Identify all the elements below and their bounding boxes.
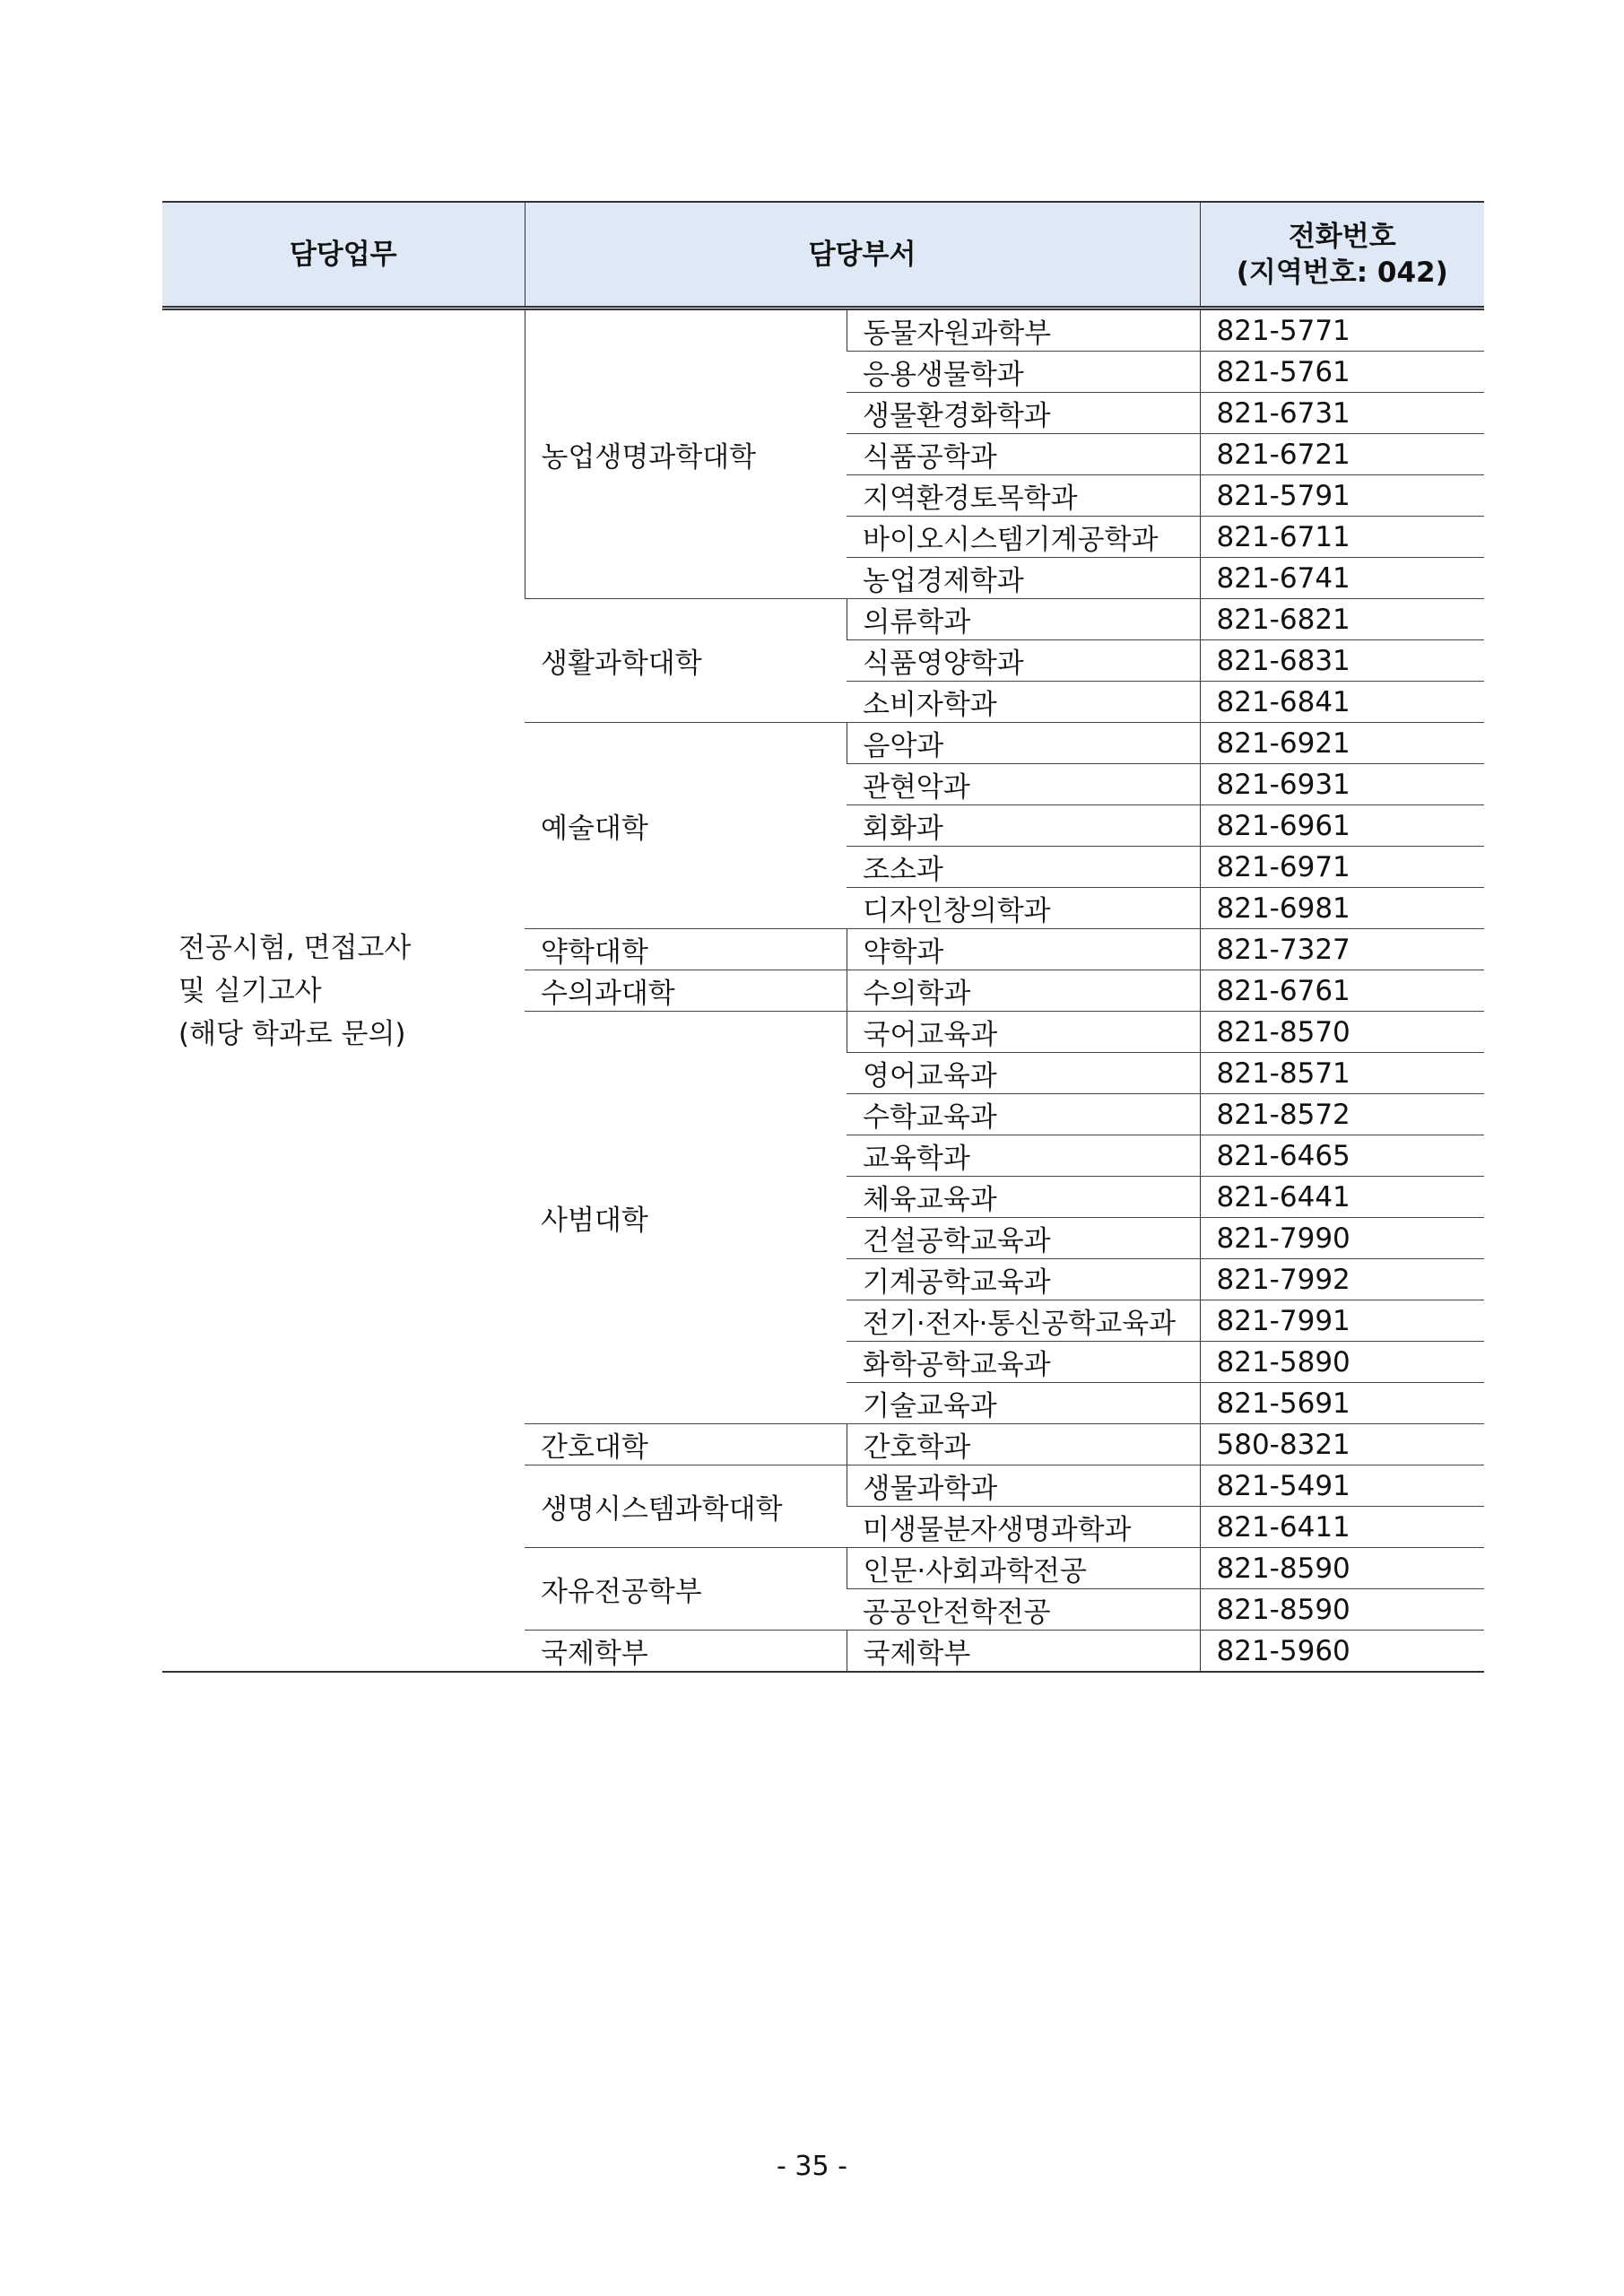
- header-phone: [1200, 202, 1484, 309]
- college-cell: 자유전공학부: [525, 1548, 847, 1631]
- phone-cell: 580-8321: [1200, 1424, 1484, 1465]
- dept-cell: 지역환경토목학과: [847, 475, 1200, 517]
- dept-cell: 조소과: [847, 847, 1200, 888]
- dept-cell: 화학공학교육과: [847, 1342, 1200, 1383]
- dept-cell: 회화과: [847, 805, 1200, 847]
- phone-cell: 821-8570: [1200, 1012, 1484, 1053]
- college-cell: 약학대학: [525, 929, 847, 970]
- phone-cell: 821-5960: [1200, 1631, 1484, 1673]
- phone-cell: 821-6741: [1200, 558, 1484, 599]
- dept-cell: 식품영양학과: [847, 640, 1200, 682]
- phone-cell: 821-6821: [1200, 599, 1484, 640]
- dept-cell: 생물환경화학과: [847, 393, 1200, 434]
- task-cell: [162, 309, 525, 1673]
- dept-cell: 수학교육과: [847, 1094, 1200, 1135]
- dept-cell: 관현악과: [847, 764, 1200, 805]
- dept-cell: 전기·전자·통신공학교육과: [847, 1300, 1200, 1342]
- dept-cell: 동물자원과학부: [847, 309, 1200, 352]
- dept-cell: 교육학과: [847, 1135, 1200, 1177]
- college-cell: 생활과학대학: [525, 599, 847, 723]
- task-line1: 전공시험, 면접고사: [178, 931, 412, 964]
- phone-cell: 821-6761: [1200, 970, 1484, 1012]
- phone-cell: 821-6831: [1200, 640, 1484, 682]
- phone-cell: 821-8571: [1200, 1053, 1484, 1094]
- dept-cell: 농업경제학과: [847, 558, 1200, 599]
- phone-cell: 821-7992: [1200, 1259, 1484, 1300]
- dept-cell: 미생물분자생명과학과: [847, 1507, 1200, 1548]
- header-phone-line2: (지역번호: 042): [1236, 256, 1448, 289]
- phone-cell: 821-5491: [1200, 1465, 1484, 1507]
- dept-cell: 국어교육과: [847, 1012, 1200, 1053]
- phone-cell: 821-5691: [1200, 1383, 1484, 1424]
- phone-cell: 821-6711: [1200, 517, 1484, 558]
- college-cell: 수의과대학: [525, 970, 847, 1012]
- dept-cell: 간호학과: [847, 1424, 1200, 1465]
- dept-cell: 디자인창의학과: [847, 888, 1200, 929]
- phone-cell: 821-6841: [1200, 682, 1484, 723]
- college-cell: 국제학부: [525, 1631, 847, 1673]
- contact-table: [162, 201, 1484, 1673]
- dept-cell: 식품공학과: [847, 434, 1200, 475]
- college-cell: 사범대학: [525, 1012, 847, 1424]
- phone-cell: 821-7990: [1200, 1218, 1484, 1259]
- dept-cell: 응용생물학과: [847, 352, 1200, 393]
- table-row: [162, 309, 1484, 352]
- phone-cell: 821-6961: [1200, 805, 1484, 847]
- dept-cell: 생물과학과: [847, 1465, 1200, 1507]
- phone-cell: 821-5890: [1200, 1342, 1484, 1383]
- dept-cell: 공공안전학전공: [847, 1589, 1200, 1631]
- dept-cell: 건설공학교육과: [847, 1218, 1200, 1259]
- dept-cell: 인문·사회과학전공: [847, 1548, 1200, 1589]
- dept-cell: 체육교육과: [847, 1177, 1200, 1218]
- dept-cell: 의류학과: [847, 599, 1200, 640]
- table-header-row: [162, 202, 1484, 309]
- phone-cell: 821-6981: [1200, 888, 1484, 929]
- table-body: [162, 309, 1484, 1673]
- dept-cell: 바이오시스템기계공학과: [847, 517, 1200, 558]
- phone-cell: 821-6921: [1200, 723, 1484, 764]
- dept-cell: 수의학과: [847, 970, 1200, 1012]
- header-phone-line1: 전화번호: [1288, 220, 1396, 253]
- header-dept: 담당부서: [525, 202, 1200, 309]
- phone-cell: 821-8590: [1200, 1589, 1484, 1631]
- phone-cell: 821-7327: [1200, 929, 1484, 970]
- dept-cell: 영어교육과: [847, 1053, 1200, 1094]
- phone-cell: 821-6465: [1200, 1135, 1484, 1177]
- phone-cell: 821-6931: [1200, 764, 1484, 805]
- phone-cell: 821-6441: [1200, 1177, 1484, 1218]
- phone-cell: 821-8572: [1200, 1094, 1484, 1135]
- header-task: 담당업무: [162, 202, 525, 309]
- college-cell: 예술대학: [525, 723, 847, 929]
- dept-cell: 음악과: [847, 723, 1200, 764]
- task-line3: (해당 학과로 문의): [178, 1017, 406, 1050]
- phone-cell: 821-6411: [1200, 1507, 1484, 1548]
- task-line2: 및 실기고사: [178, 974, 322, 1007]
- phone-cell: 821-6731: [1200, 393, 1484, 434]
- phone-cell: 821-8590: [1200, 1548, 1484, 1589]
- dept-cell: 국제학부: [847, 1631, 1200, 1673]
- phone-cell: 821-6721: [1200, 434, 1484, 475]
- college-cell: 생명시스템과학대학: [525, 1465, 847, 1548]
- dept-cell: 기술교육과: [847, 1383, 1200, 1424]
- dept-cell: 기계공학교육과: [847, 1259, 1200, 1300]
- phone-cell: 821-5771: [1200, 309, 1484, 352]
- phone-cell: 821-6971: [1200, 847, 1484, 888]
- dept-cell: 소비자학과: [847, 682, 1200, 723]
- phone-cell: 821-7991: [1200, 1300, 1484, 1342]
- dept-cell: 약학과: [847, 929, 1200, 970]
- page-number: - 35 -: [777, 2151, 847, 2182]
- phone-cell: 821-5791: [1200, 475, 1484, 517]
- college-cell: 간호대학: [525, 1424, 847, 1465]
- phone-cell: 821-5761: [1200, 352, 1484, 393]
- college-cell: 농업생명과학대학: [525, 309, 847, 599]
